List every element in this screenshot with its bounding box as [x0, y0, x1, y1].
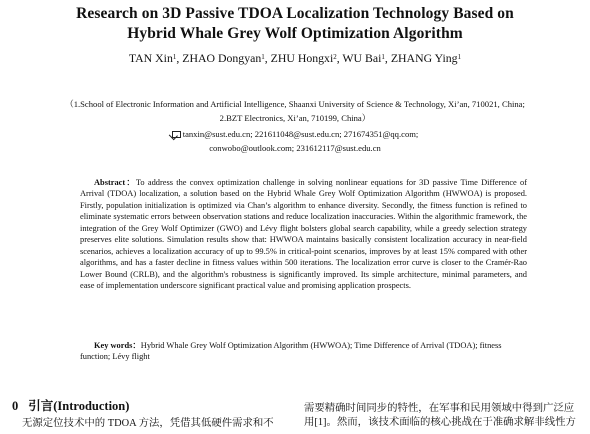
keywords-text: Hybrid Whale Grey Wolf Optimization Algorithm (HWWOA); Time Difference of Arrival (TDOA); fitness function; Lévy flight: [80, 341, 502, 362]
abstract-text: To address the convex optimization challenge in solving nonlinear equations for 3D passive Time Difference of Arrival (TDOA) localization, a solution based on the Hybrid Whale Grey Wolf Optimization Algorithm (HWWOA) is proposed. Firstly, population initialization is optimized via Chan’s algorithm to enhance diversity. Secondly, the fitness function is refined to eliminate systematic errors between observation stations and reduce localization inaccuracies. Within the algorithmic framework, the integration of the Grey Wolf Optimizer (GWO) and Lévy flight bolsters global search capability, while a greedy selection strategy preserves elite solutions. Simulation results show that: HWWOA maintains basically consistent localization accuracy in near-field scenarios, achieves a localization accuracy of up to 99.5% in critical-point scenarios, improves by at least 15% compared with other algorithms, and has a faster decline in fitness values within 500 iterations. The localization error curve is closer to the Cramér-Rao Lower Bound (CRLB), and the algorithm's robustness is significantly improved. Its simple architecture, minimal parameters, and ease of implementation underscore significant practical value and promising application prospects.: [80, 178, 527, 291]
section-heading: [12, 399, 129, 414]
abstract-label: Abstract：: [94, 178, 136, 187]
body-right-column: [304, 402, 584, 429]
title-line-1: Research on 3D Passive TDOA Localization Technology Based on: [76, 5, 514, 22]
author-list: TAN Xin$^1$, ZHAO Dongyan$^1$, ZHU Hongxi$^2$, WU Bai$^1$, ZHANG Ying$^1$: [128, 51, 462, 65]
author-name: WU Bai: [342, 51, 382, 65]
author-affil-sup: 1: [381, 53, 385, 61]
email-line-1: [10, 129, 580, 140]
abstract-paragraph: [80, 177, 527, 292]
author-affil-sup: 1: [457, 53, 462, 61]
author-affil-sup: 2: [333, 53, 337, 61]
body-line: 用[1]。然而，该技术面临的核心挑战在于准确求解非线性方: [304, 416, 576, 428]
section-number: 0: [12, 399, 19, 413]
author-name: ZHANG Ying: [390, 51, 458, 65]
author-affil-sup: 1: [261, 53, 265, 61]
affiliation-line-2: 2.BZT Electronics, Xi’an, 710199, China）: [219, 113, 371, 123]
paper-title: [40, 4, 550, 44]
body-left-column: [22, 417, 284, 430]
author-name: TAN Xin: [128, 51, 173, 65]
author-affil-sup: 1: [172, 53, 177, 61]
email-list-1: tanxin@sust.edu.cn; 221611048@sust.edu.cn; 271674351@qq.com;: [182, 129, 419, 139]
keywords-paragraph: [80, 340, 527, 363]
title-line-2: Hybrid Whale Grey Wolf Optimization Algorithm: [127, 25, 463, 42]
keywords-label: Key words：: [94, 341, 141, 350]
section-title: 引言(Introduction): [28, 399, 130, 413]
body-line: 无源定位技术中的 TDOA 方法，凭借其低硬件需求和不: [22, 418, 274, 429]
email-list-2: conwobo@outlook.com; 231612117@sust.edu.cn: [209, 143, 381, 153]
affiliation-line-1: （1.School of Electronic Information and Artificial Intelligence, Shaanxi University of Science & Technology, Xi’an, 710021, China;: [65, 99, 525, 109]
body-line: 需要精确时间同步的特性，在军事和民用领域中得到广泛应: [304, 403, 575, 414]
mail-icon: [172, 131, 181, 138]
author-name: ZHAO Dongyan: [182, 51, 262, 65]
author-name: ZHU Hongxi: [270, 51, 334, 65]
